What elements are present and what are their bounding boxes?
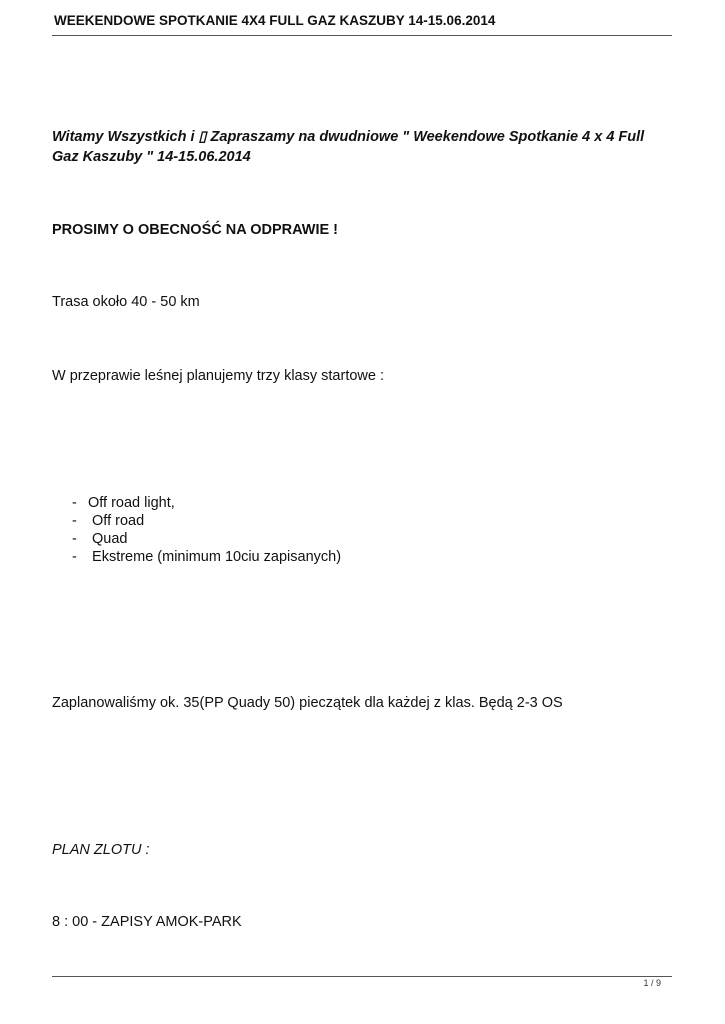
list-dash: - <box>72 495 77 511</box>
list-item <box>72 530 341 548</box>
route-length: Trasa około 40 - 50 km <box>52 294 200 310</box>
stamps-info: Zaplanowaliśmy ok. 35(PP Quady 50) pieczątek dla każdej z klas. Będą 2-3 OS <box>52 695 563 711</box>
classes-intro: W przeprawie leśnej planujemy trzy klasy startowe : <box>52 368 385 384</box>
class-label: Ekstreme (minimum 10ciu zapisanych) <box>88 549 342 565</box>
schedule-item: 8 : 00 - ZAPISY AMOK-PARK <box>52 914 242 930</box>
intro-paragraph <box>52 127 677 167</box>
footer-divider <box>52 976 672 977</box>
page-header-title: WEEKENDOWE SPOTKANIE 4X4 FULL GAZ KASZUBY 14-15.06.2014 <box>54 13 496 28</box>
list-item <box>72 548 341 566</box>
header-divider <box>52 35 672 36</box>
plan-heading: PLAN ZLOTU : <box>52 842 150 858</box>
class-label: Off road <box>88 513 145 529</box>
intro-line-1: Witamy Wszystkich i ▯ Zapraszamy na dwudniowe " Weekendowe Spotkanie 4 x 4 Full <box>52 129 645 145</box>
class-label: Quad <box>88 531 128 547</box>
list-dash: - <box>72 513 77 529</box>
intro-line-2: Gaz Kaszuby " 14-15.06.2014 <box>52 149 251 165</box>
list-dash: - <box>72 531 77 547</box>
list-dash: - <box>72 549 77 565</box>
list-item <box>72 494 341 512</box>
start-classes-list <box>72 494 341 566</box>
list-item <box>72 512 341 530</box>
class-label: Off road light, <box>88 495 175 511</box>
briefing-notice: PROSIMY O OBECNOŚĆ NA ODPRAWIE ! <box>52 222 338 238</box>
page-number: 1 / 9 <box>643 978 661 988</box>
